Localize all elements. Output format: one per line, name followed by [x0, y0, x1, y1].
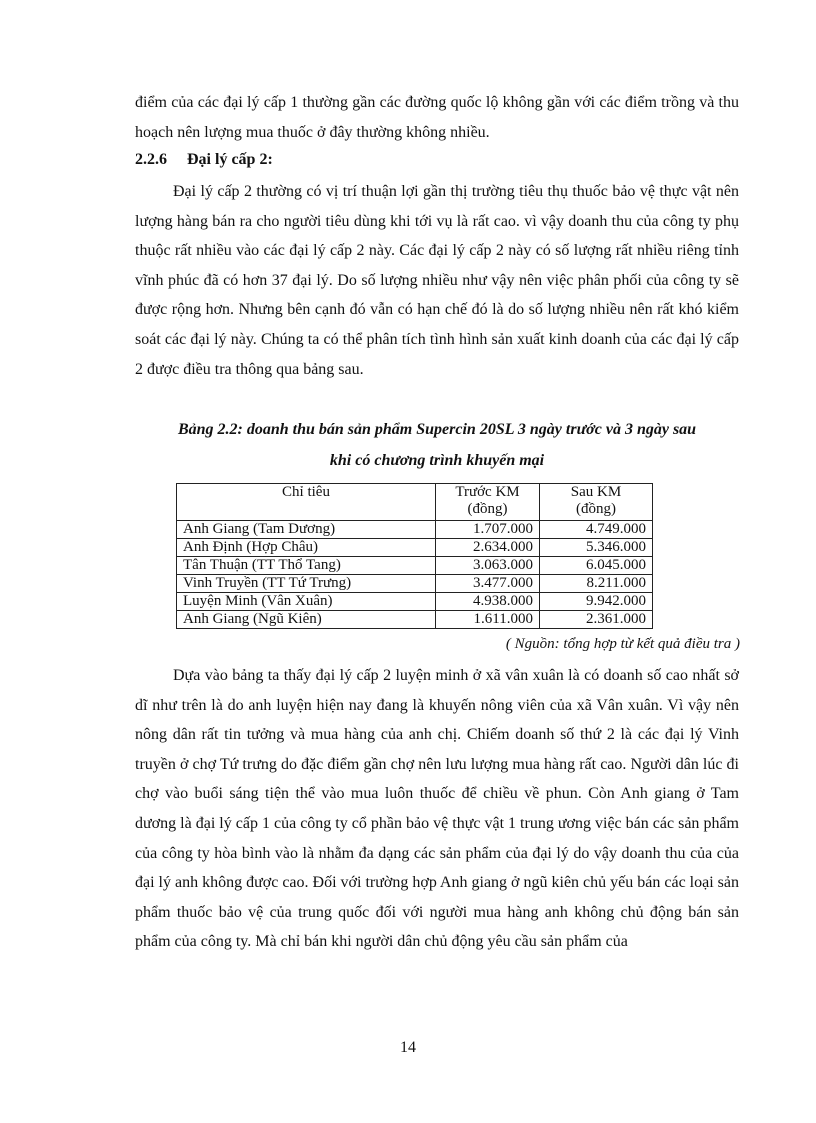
paragraph-analysis: Dựa vào bảng ta thấy đại lý cấp 2 luyện minh ở xã vân xuân là có doanh số cao nhất sở dĩ như trên là do anh luyện hiện nay đang là khuyến nông viên của xã Vân xuân. Vì vậy nên nông dân rất tin tưởng và mua hàng của anh chị. Chiếm doanh số thứ 2 là các đại lý Vinh truyền ở chợ Tứ trưng do đặc điểm gần chợ nên lưu lượng mua hàng rất cao. Người dân lúc đi chợ vào buổi sáng tiện thể vào mua luôn thuốc để chiều về phun. Còn Anh giang ở Tam dương là đại lý cấp 1 của công ty cổ phần bảo vệ thực vật 1 trung ương việc bán các sản phẩm của công ty hòa bình vào là nhằm đa dạng các sản phẩm của đại lý do vậy doanh thu của của đại lý anh không được cao. Đối với trường hợp Anh giang ở ngũ kiên chủ yếu bán các loại sản phẩm thuốc bảo vệ của trung quốc đối với người mua hàng anh không chủ động bán sản phẩm của công ty. Mà chỉ bán khi người dân chủ động yêu cầu sản phẩm của	[135, 667, 739, 951]
row-before: 3.477.000	[436, 575, 540, 593]
table-row	[177, 575, 653, 593]
page-number: 14	[400, 1039, 416, 1056]
paragraph-agents: Đại lý cấp 2 thường có vị trí thuận lợi gần thị trường tiêu thụ thuốc bảo vệ thực vật nên lượng hàng bán ra cho người tiêu dùng khi tới vụ là rất cao. vì vậy doanh thu của công ty phụ thuộc rất nhiều vào các đại lý cấp 2 này. Các đại lý cấp 2 này có số lượng rất nhiều riêng tỉnh vĩnh phúc đã có hơn 37 đại lý. Do số lượng nhiều như vậy nên việc phân phối của công ty sẽ được rộng hơn. Nhưng bên cạnh đó vẫn có hạn chế đó là do số lượng nhiều nên rất khó kiểm soát các đại lý này. Chúng ta có thể phân tích tình hình sản xuất kinh doanh của các đại lý cấp 2 được điều tra thông qua bảng sau.	[135, 183, 739, 378]
row-after: 2.361.000	[540, 611, 653, 629]
revenue-table	[176, 483, 653, 629]
row-before: 2.634.000	[436, 539, 540, 557]
table-row	[177, 593, 653, 611]
section-number: 2.2.6	[135, 151, 167, 168]
row-after: 6.045.000	[540, 557, 653, 575]
row-before: 4.938.000	[436, 593, 540, 611]
row-after: 4.749.000	[540, 521, 653, 539]
row-before: 1.707.000	[436, 521, 540, 539]
table-caption-line2: khi có chương trình khuyến mại	[329, 452, 545, 469]
table-caption-line1: Bảng 2.2: doanh thu bán sản phẩm Supercin 20SL 3 ngày trước và 3 ngày sau	[177, 421, 697, 438]
row-after: 8.211.000	[540, 575, 653, 593]
row-name: Vinh Truyền (TT Tứ Trưng)	[177, 575, 436, 593]
table-row	[177, 539, 653, 557]
row-name: Anh Định (Hợp Châu)	[177, 539, 436, 557]
table-row	[177, 611, 653, 629]
header-after-label: Sau KM	[570, 484, 622, 500]
section-heading	[135, 151, 273, 169]
paragraph-intro: điểm của các đại lý cấp 1 thường gần các đường quốc lộ không gần với các điểm trồng và thu hoạch nên lượng mua thuốc ở đây thường không nhiều.	[135, 94, 739, 141]
table-source: ( Nguồn: tổng hợp từ kết quả điều tra )	[505, 636, 740, 652]
row-before: 1.611.000	[436, 611, 540, 629]
row-name: Anh Giang (Tam Dương)	[177, 521, 436, 539]
header-after-unit: (đồng)	[576, 501, 616, 517]
row-name: Tân Thuận (TT Thổ Tang)	[177, 557, 436, 575]
row-after: 9.942.000	[540, 593, 653, 611]
table-header-row	[177, 484, 653, 521]
header-before-label: Trước KM	[455, 484, 520, 500]
section-title: Đại lý cấp 2:	[187, 151, 273, 168]
row-before: 3.063.000	[436, 557, 540, 575]
header-after	[540, 484, 653, 521]
row-name: Luyện Minh (Vân Xuân)	[177, 593, 436, 611]
header-before-unit: (đồng)	[467, 501, 508, 517]
header-before	[436, 484, 540, 521]
table-row	[177, 557, 653, 575]
row-name: Anh Giang (Ngũ Kiên)	[177, 611, 436, 629]
row-after: 5.346.000	[540, 539, 653, 557]
table-row	[177, 521, 653, 539]
header-criteria: Chỉ tiêu	[177, 484, 436, 521]
